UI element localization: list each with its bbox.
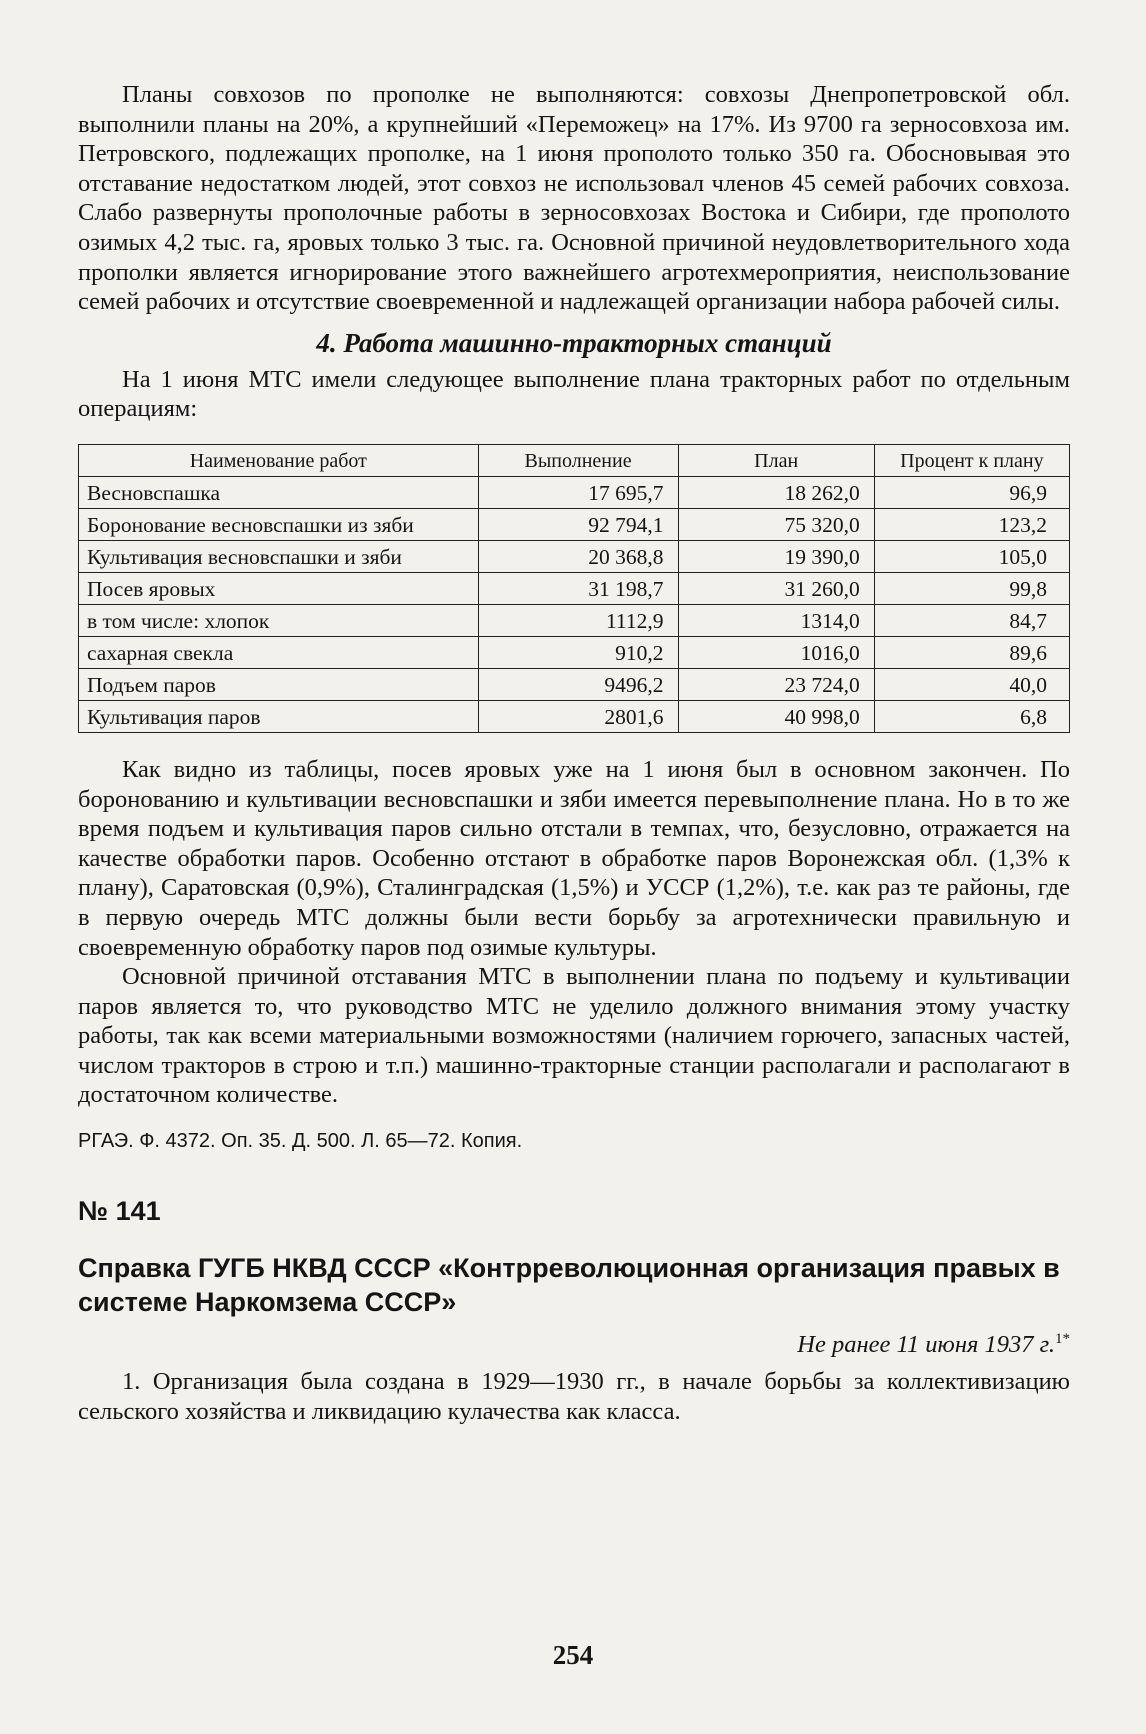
cell-percent: 96,9 <box>874 476 1069 508</box>
paragraph-sovkhoz-weeding: Планы совхозов по прополке не выполняются: совхозы Днепропетровской обл. выполнили планы на 20%, а крупнейший «Переможец» на 17%. Из 9700 га зерносовхоза им. Петровского, подлежащих прополке, на 1 июня прополото только 350 га. Обосновывая это отставание недостатком людей, этот совхоз не использовал членов 45 семей рабочих совхоза. Слабо развернуты прополочные работы в зерносовхозах Востока и Сибири, где прополото озимых 4,2 тыс. га, яровых только 3 тыс. га. Основной причиной неудовлетворительного хода прополки является игнорирование этого важнейшего агротехмероприятия, неиспользование семей рабочих и отсутствие своевременной и надлежащей организации набора рабочей силы. <box>78 81 1070 316</box>
document-date-text: Не ранее 11 июня 1937 г. <box>797 1331 1055 1359</box>
cell-completed: 910,2 <box>478 636 678 668</box>
cell-completed: 31 198,7 <box>478 572 678 604</box>
page-number: 254 <box>552 1640 594 1670</box>
paragraph-mts-reason: Основной причиной отставания МТС в выполнении плана по подъему и культивации паров является то, что руководство МТС не уделило должного внимания этому участку работы, так как всеми материальными возможностями (наличием горючего, запасных частей, числом тракторов в строю и т.п.) машинно-тракторные станции располагали и располагают в достаточном количестве. <box>78 963 1070 1109</box>
cell-plan: 19 390,0 <box>678 540 874 572</box>
footnote-mark: 1* <box>1055 1331 1070 1348</box>
cell-completed: 2801,6 <box>478 700 678 732</box>
cell-percent: 99,8 <box>874 572 1069 604</box>
header-percent: Процент к плану <box>874 444 1069 476</box>
cell-completed: 17 695,7 <box>478 476 678 508</box>
paragraph-table-analysis: Как видно из таблицы, посев яровых уже на 1 июня был в основном закончен. По боронованию и культивации весновспашки и зяби имеется перевыполнение плана. Но в то же время подъем и культивация паров сильно отстали в темпах, что, безусловно, отражается на качестве обработки паров. Особенно отстают в обработке паров Воронежская обл. (1,3% к плану), Саратовская (0,9%), Сталинградская (1,5%) и УССР (1,2%), т.е. как раз те районы, где в первую очередь МТС должны были вести борьбу за агротехнически правильную и своевременную обработку паров под озимые культуры. <box>78 755 1070 961</box>
cell-plan: 1314,0 <box>678 604 874 636</box>
cell-completed: 9496,2 <box>478 668 678 700</box>
cell-work-name: Культивация весновспашки и зяби <box>79 540 479 572</box>
cell-percent: 40,0 <box>874 668 1069 700</box>
cell-percent: 123,2 <box>874 508 1069 540</box>
cell-plan: 23 724,0 <box>678 668 874 700</box>
table-row <box>79 700 1070 732</box>
cell-completed: 92 794,1 <box>478 508 678 540</box>
header-completed: Выполнение <box>478 444 678 476</box>
section-title-mts: 4. Работа машинно-тракторных станций <box>316 327 832 358</box>
table-row <box>79 604 1070 636</box>
document-title: Справка ГУГБ НКВД СССР «Контрреволюционная организация правых в системе Наркомзема СССР» <box>78 1253 1060 1318</box>
cell-work-name: Весновспашка <box>79 476 479 508</box>
header-work-name: Наименование работ <box>79 444 479 476</box>
cell-plan: 40 998,0 <box>678 700 874 732</box>
document-number: № 141 <box>78 1196 161 1227</box>
cell-work-name: Посев яровых <box>79 572 479 604</box>
tractor-works-table <box>78 444 1070 733</box>
table-row <box>79 636 1070 668</box>
archive-source: РГАЭ. Ф. 4372. Оп. 35. Д. 500. Л. 65—72. Копия. <box>78 1130 523 1153</box>
cell-plan: 1016,0 <box>678 636 874 668</box>
cell-plan: 18 262,0 <box>678 476 874 508</box>
page-content <box>78 80 1070 1426</box>
cell-percent: 6,8 <box>874 700 1069 732</box>
cell-work-name: Культивация паров <box>79 700 479 732</box>
table-row <box>79 476 1070 508</box>
document-date <box>78 1331 1070 1359</box>
table-header-row <box>79 444 1070 476</box>
cell-completed: 20 368,8 <box>478 540 678 572</box>
cell-percent: 105,0 <box>874 540 1069 572</box>
table-row <box>79 572 1070 604</box>
paragraph-organization: 1. Организация была создана в 1929—1930 гг., в начале борьбы за коллективизацию сельского хозяйства и ликвидацию кулачества как класса. <box>78 1368 1070 1425</box>
cell-completed: 1112,9 <box>478 604 678 636</box>
cell-percent: 84,7 <box>874 604 1069 636</box>
table-row <box>79 668 1070 700</box>
cell-work-name: сахарная свекла <box>79 636 479 668</box>
cell-work-name: в том числе: хлопок <box>79 604 479 636</box>
table-row <box>79 540 1070 572</box>
table-row <box>79 508 1070 540</box>
header-plan: План <box>678 444 874 476</box>
cell-plan: 75 320,0 <box>678 508 874 540</box>
cell-percent: 89,6 <box>874 636 1069 668</box>
cell-work-name: Боронование весновспашки из зяби <box>79 508 479 540</box>
paragraph-table-intro: На 1 июня МТС имели следующее выполнение плана тракторных работ по отдельным операциям: <box>78 365 1070 423</box>
cell-plan: 31 260,0 <box>678 572 874 604</box>
cell-work-name: Подъем паров <box>79 668 479 700</box>
